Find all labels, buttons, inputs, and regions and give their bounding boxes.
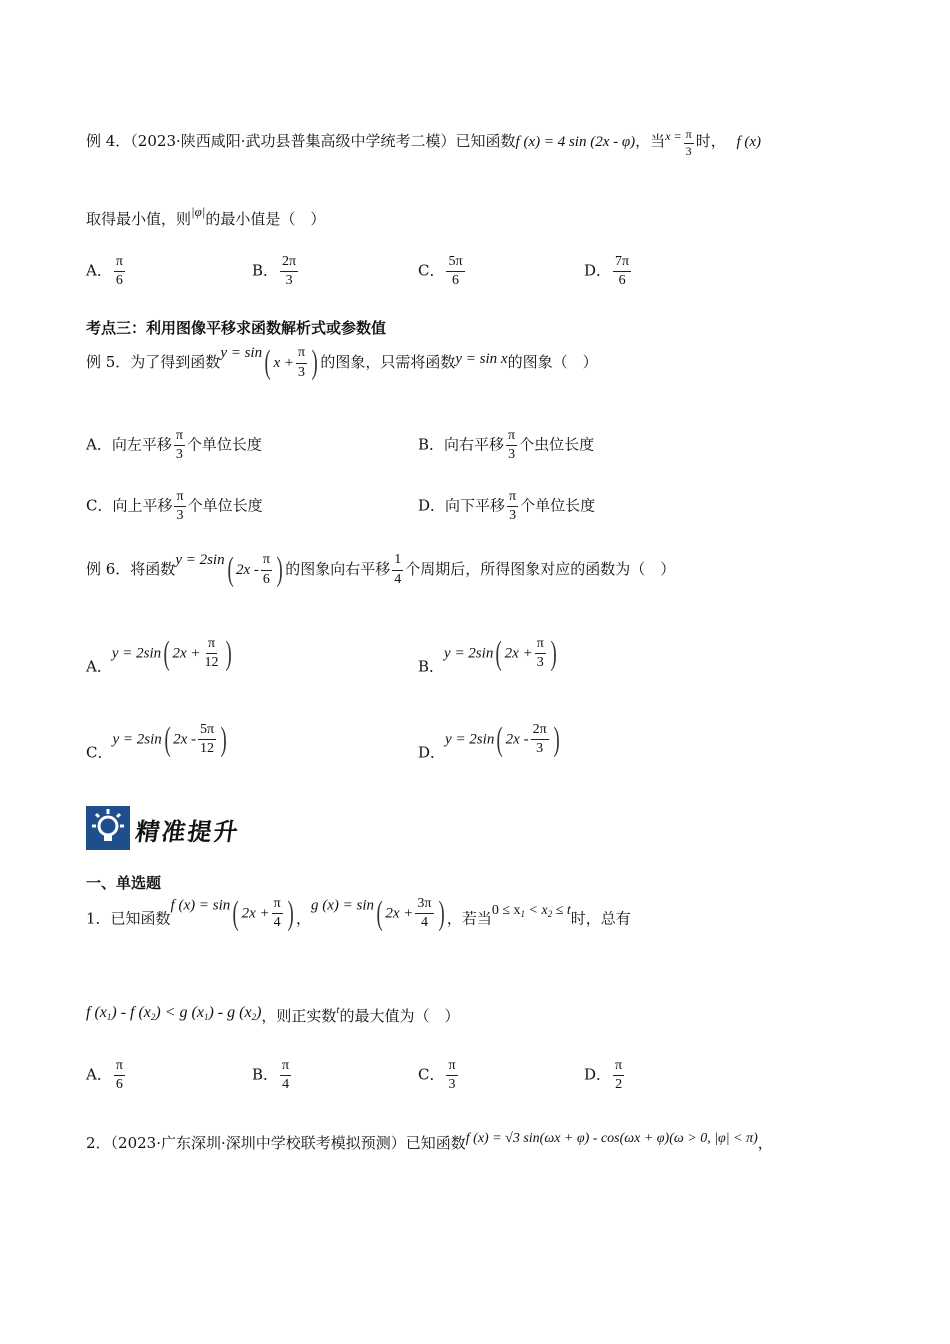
example-4-f-end: f (x): [736, 134, 762, 150]
left-paren: (: [376, 894, 383, 932]
fraction-denominator: 6: [618, 273, 626, 289]
fraction-numerator: π: [684, 128, 694, 144]
question-1-f-inner: 2x +: [241, 905, 270, 922]
question-1-condition: [492, 903, 571, 918]
example-4-option-d[interactable]: [584, 254, 633, 289]
example-5-option-a[interactable]: [86, 428, 262, 463]
subscript: 2: [547, 908, 553, 919]
option-fraction: [198, 722, 216, 757]
fraction-numerator: 5π: [198, 722, 216, 740]
fraction-denominator: 6: [115, 1077, 123, 1093]
fraction-denominator: 3: [176, 508, 184, 524]
fraction-numerator: 5π: [446, 254, 464, 272]
option-fraction: [535, 636, 546, 671]
fraction-denominator: 3: [285, 273, 293, 289]
option-post: 个虫位长度: [519, 435, 595, 454]
option-function: y = 2sin: [111, 645, 162, 662]
option-label: C．: [418, 261, 445, 280]
question-1-suffix: 时，总有: [570, 909, 631, 928]
option-inner: 2x -: [173, 731, 197, 748]
fraction-denominator: 3: [685, 143, 692, 158]
question-1-g-inner: 2x +: [385, 905, 414, 922]
example-4-option-b[interactable]: [252, 254, 300, 289]
example-5-line: [86, 345, 598, 381]
example-5-prefix: 例 5．为了得到函数: [86, 353, 221, 371]
fraction-numerator: 3π: [415, 896, 433, 914]
example-5-inner: x +: [273, 355, 294, 371]
question-1-f-fraction: [272, 896, 283, 931]
fraction-numerator: π: [296, 345, 307, 363]
example-5-mid: 的图象，只需将函数: [320, 353, 456, 371]
fraction-numerator: π: [272, 896, 283, 914]
question-2-function: f (x) = √3 sin(ωx + φ) - cos(ωx + φ)(ω > 0, |φ| < π): [465, 1131, 758, 1146]
option-fraction: [174, 489, 185, 524]
option-fraction: [114, 254, 125, 289]
fraction-denominator: 4: [282, 1077, 290, 1093]
example-6-prefix: 例 6．将函数: [86, 560, 176, 578]
example-4-option-a[interactable]: [86, 254, 127, 289]
option-fraction: [446, 254, 464, 289]
option-fraction: [174, 428, 185, 463]
fraction-numerator: 7π: [613, 254, 631, 272]
fraction-denominator: 3: [448, 1077, 456, 1093]
example-4-line2-post: 的最小值是（ ）: [205, 210, 326, 228]
example-6-function: y = 2sin: [175, 552, 225, 568]
example-4-abs-phi: |φ|: [191, 204, 206, 219]
example-4-line2-pre: 取得最小值，则: [86, 210, 192, 228]
question-2-suffix: ，: [757, 1134, 773, 1152]
fraction-numerator: π: [507, 489, 518, 507]
option-label: B．: [418, 657, 445, 676]
fraction-numerator: π: [174, 428, 185, 446]
fraction-numerator: π: [280, 1058, 291, 1076]
fraction-numerator: π: [114, 1058, 125, 1076]
left-paren: (: [163, 634, 170, 672]
option-fraction: [446, 1058, 457, 1093]
option-label: C．: [86, 743, 113, 762]
section-3-title: 考点三：利用图像平移求函数解析式或参数值: [86, 319, 387, 337]
option-label: D．: [418, 743, 446, 762]
lightbulb-icon: [86, 806, 130, 850]
option-label: D．: [584, 1065, 612, 1084]
example-6-quarter: [392, 552, 403, 587]
question-1-prefix: 1．已知函数: [86, 909, 171, 928]
option-label: B．向右平移: [418, 435, 505, 454]
cond-end: ≤ t: [552, 902, 571, 918]
option-label: A．: [86, 657, 112, 676]
question-2-line: [86, 1128, 773, 1153]
fraction-denominator: 6: [262, 571, 270, 587]
example-4-suffix: 时，: [695, 132, 726, 150]
right-paren: ): [553, 720, 560, 758]
option-label: A．向左平移: [86, 435, 172, 454]
right-paren: ): [287, 894, 294, 932]
example-4-condition: x =: [665, 129, 682, 143]
cond-start: 0 ≤ x: [491, 902, 521, 918]
option-fraction: [280, 254, 298, 289]
left-paren: (: [495, 634, 503, 672]
fraction-denominator: 6: [115, 273, 123, 289]
question-1-line2-end: 的最大值为（ ）: [339, 1007, 460, 1025]
fraction-numerator: π: [261, 552, 272, 570]
example-6-option-d[interactable]: [418, 722, 562, 763]
question-1-cond-pre: ，若当: [446, 909, 492, 928]
option-fraction: [613, 1058, 624, 1093]
expr-part: ) - f (x: [111, 1004, 151, 1021]
fraction-denominator: 4: [273, 915, 281, 931]
example-4-line1: [86, 128, 761, 159]
fraction-numerator: 2π: [280, 254, 298, 272]
fraction-denominator: 4: [394, 571, 402, 587]
option-fraction: [507, 489, 518, 524]
question-1-option-c[interactable]: [418, 1058, 460, 1093]
banner-title: 精准提升: [133, 818, 242, 846]
example-6-option-c[interactable]: [86, 722, 229, 763]
subscript: 2: [150, 1012, 156, 1022]
fraction-denominator: 3: [508, 447, 516, 463]
example-6-option-b[interactable]: [418, 636, 559, 677]
question-1-line1: [86, 896, 631, 931]
fraction-denominator: 6: [452, 273, 460, 289]
example-5-function: y = sin: [220, 345, 263, 361]
subscript: 2: [251, 1012, 257, 1022]
left-paren: (: [496, 720, 504, 758]
example-5-option-d[interactable]: [418, 489, 595, 524]
question-1-option-b[interactable]: [252, 1058, 293, 1093]
question-1-t: t: [336, 1004, 340, 1016]
fraction-denominator: 2: [615, 1077, 623, 1093]
right-paren: ): [550, 634, 557, 672]
part-1-title: 一、单选题: [86, 874, 162, 892]
example-5-fraction: [296, 345, 307, 380]
left-paren: (: [164, 720, 171, 758]
example-6-fraction: [261, 552, 272, 587]
option-post: 个单位长度: [186, 435, 262, 454]
example-4-mid: ，当: [635, 132, 666, 150]
fraction-numerator: 1: [392, 552, 403, 570]
example-6-inner: 2x -: [235, 562, 259, 578]
question-1-inequality: [86, 1004, 261, 1021]
left-paren: (: [227, 551, 234, 588]
option-fraction: [613, 254, 631, 289]
fraction-numerator: π: [535, 636, 546, 654]
fraction-numerator: π: [506, 428, 517, 446]
example-4-line2: [86, 204, 325, 229]
left-paren: (: [232, 894, 240, 932]
option-inner: 2x +: [504, 645, 533, 662]
example-6-mid: 的图象向右平移: [285, 560, 391, 578]
option-label: D．向下平移: [418, 496, 506, 515]
fraction-numerator: 2π: [531, 722, 549, 740]
expr-part: ): [256, 1004, 262, 1021]
right-paren: ): [220, 720, 227, 758]
expr-part: ) - g (x: [208, 1004, 252, 1021]
fraction-denominator: 3: [298, 364, 305, 380]
example-6-line: [86, 552, 675, 588]
example-4-function: f (x) = 4 sin (2x - φ): [515, 134, 636, 150]
option-post: 个单位长度: [187, 496, 263, 515]
option-fraction: [203, 636, 221, 671]
option-fraction: [280, 1058, 291, 1093]
fraction-denominator: 3: [536, 655, 544, 671]
option-function: y = 2sin: [444, 645, 494, 662]
fraction-numerator: π: [206, 636, 217, 654]
question-2-prefix: 2．（2023·广东深圳·深圳中学校联考模拟预测）已知函数: [86, 1134, 466, 1152]
example-4-condition-fraction: [684, 128, 694, 159]
option-function: y = 2sin: [112, 731, 162, 748]
fraction-denominator: 3: [175, 447, 183, 463]
expr-part: f (x: [86, 1004, 107, 1021]
question-1-option-a[interactable]: [86, 1058, 127, 1093]
option-label: C．: [418, 1065, 445, 1084]
example-4-option-c[interactable]: [418, 254, 467, 289]
example-5-suffix: 的图象（ ）: [507, 353, 598, 371]
subscript: 1: [203, 1012, 209, 1022]
question-1-comma: ，: [296, 909, 312, 928]
subscript: 1: [106, 1012, 112, 1022]
option-fraction: [531, 722, 549, 757]
subscript: 1: [520, 908, 526, 919]
option-label: C．向上平移: [86, 496, 173, 515]
option-label: B．: [252, 1065, 279, 1084]
example-5-option-b[interactable]: [418, 428, 594, 463]
fraction-denominator: 3: [509, 508, 517, 524]
example-6-option-a[interactable]: [86, 636, 234, 677]
option-function: y = 2sin: [445, 731, 495, 748]
question-1-g: g (x) = sin: [311, 897, 375, 914]
fraction-numerator: π: [174, 489, 185, 507]
option-label: B．: [252, 261, 279, 280]
question-1-option-d[interactable]: [584, 1058, 626, 1093]
example-4-prefix: 例 4．（2023·陕西咸阳·武功县普集高级中学统考二模）已知函数: [86, 132, 516, 150]
expr-part: ) < g (x: [155, 1004, 204, 1021]
question-1-f: f (x) = sin: [170, 897, 231, 914]
example-5-function-2: y = sin x: [455, 351, 508, 367]
example-6-suffix: 个周期后，所得图象对应的函数为（ ）: [405, 560, 676, 578]
option-fraction: [506, 428, 517, 463]
option-inner: 2x +: [172, 645, 201, 662]
fraction-denominator: 12: [204, 655, 219, 671]
question-1-line2-post: ，则正实数: [261, 1007, 337, 1025]
option-post: 个单位长度: [520, 496, 596, 515]
option-inner: 2x -: [505, 731, 529, 748]
option-label: D．: [584, 261, 612, 280]
fraction-denominator: 3: [536, 741, 544, 757]
fraction-numerator: π: [114, 254, 125, 272]
question-1-g-fraction: [415, 896, 433, 931]
option-label: A．: [86, 1065, 112, 1084]
fraction-numerator: π: [613, 1058, 624, 1076]
fraction-denominator: 4: [420, 915, 428, 931]
option-label: A．: [86, 261, 112, 280]
right-paren: ): [438, 894, 445, 932]
right-paren: ): [225, 634, 232, 672]
example-5-option-c[interactable]: [86, 489, 263, 524]
cond-mid: < x: [525, 902, 548, 918]
right-paren: ): [276, 551, 283, 588]
left-paren: (: [264, 344, 271, 381]
fraction-numerator: π: [446, 1058, 457, 1076]
option-fraction: [114, 1058, 125, 1093]
right-paren: ): [311, 344, 318, 381]
question-1-line2: [86, 1003, 459, 1026]
fraction-denominator: 12: [200, 741, 215, 757]
